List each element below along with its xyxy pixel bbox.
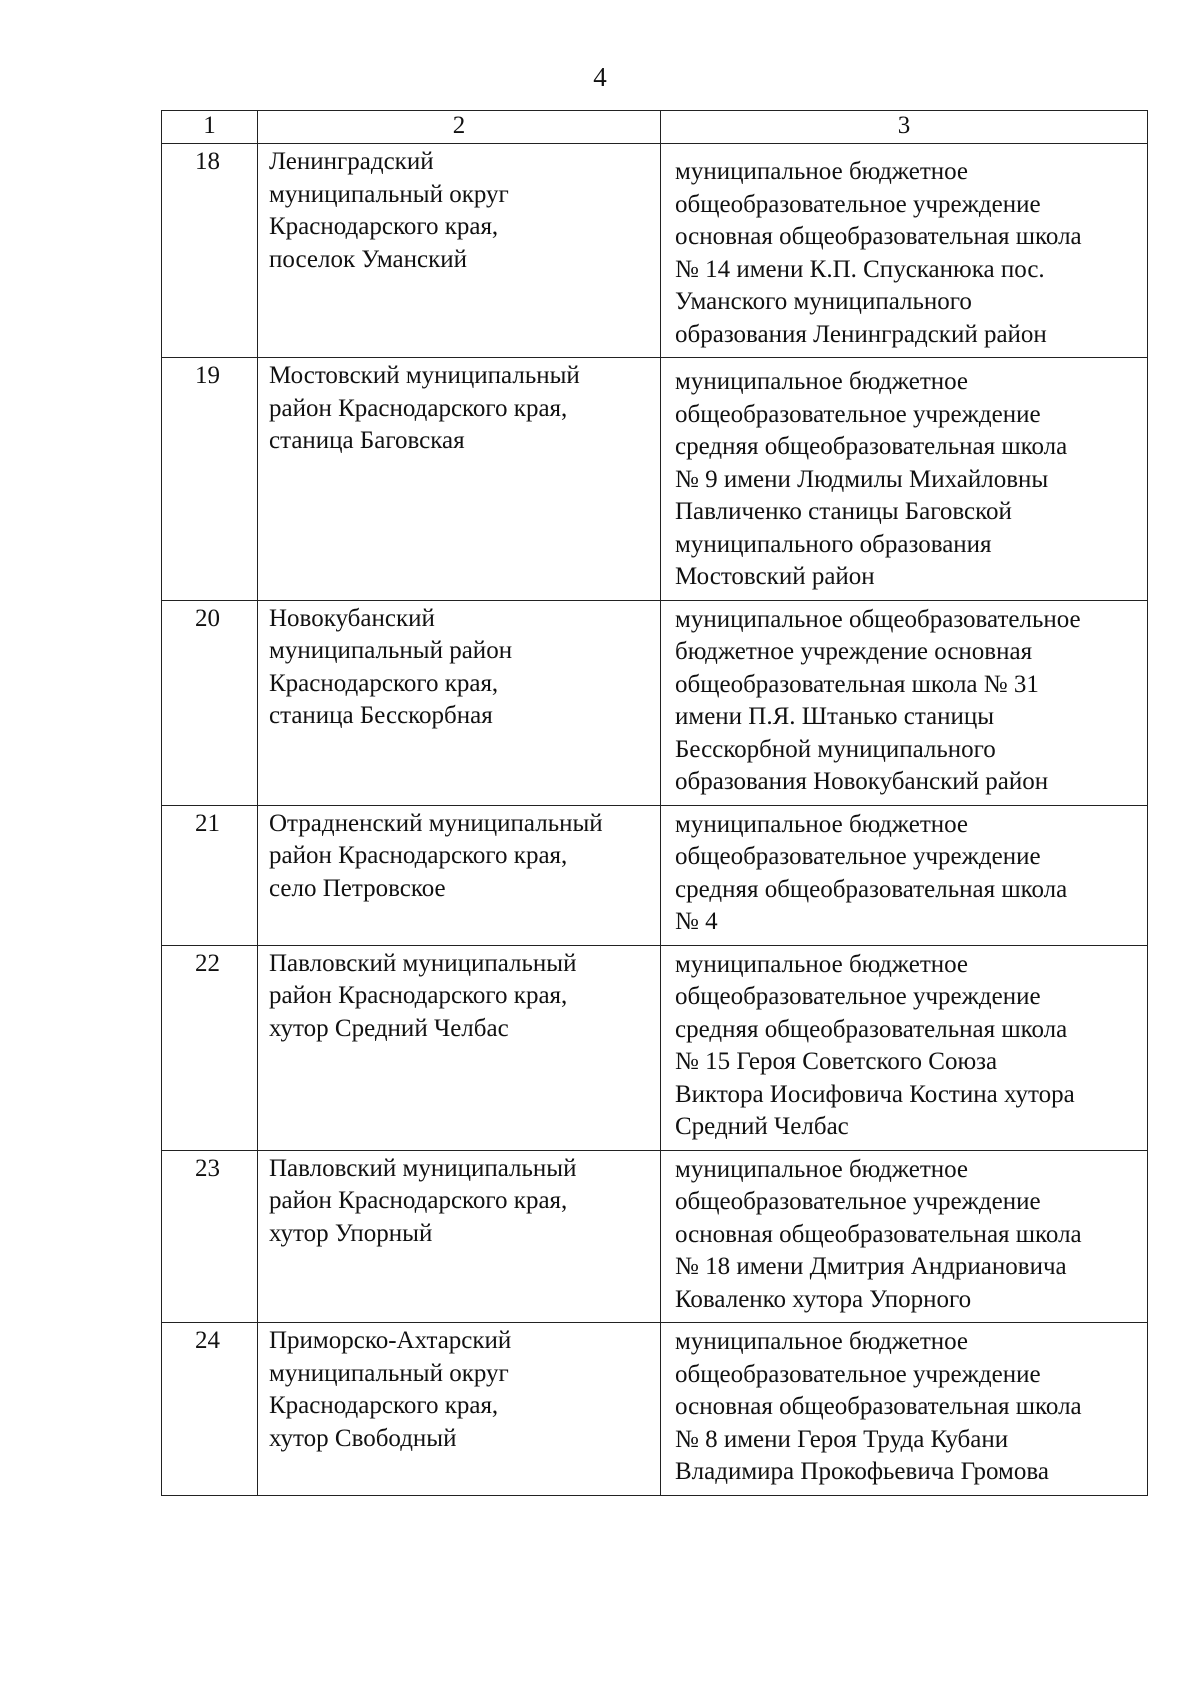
school-line: Павличенко станицы Баговской — [675, 498, 1012, 525]
school-cell — [661, 358, 1148, 601]
municipality-line: район Краснодарского края, — [269, 842, 568, 869]
schools-table — [161, 110, 1148, 1496]
school-line: Владимира Прокофьевича Громова — [675, 1458, 1049, 1485]
school-line: средняя общеобразовательная школа — [675, 433, 1068, 460]
school-cell — [661, 805, 1148, 945]
school-line: имени П.Я. Штанько станицы — [675, 703, 995, 730]
school-line: № 14 имени К.П. Спусканюка пос. — [675, 255, 1045, 283]
municipality-line: Новокубанский — [269, 604, 435, 632]
municipality-line: район Краснодарского края, — [269, 982, 568, 1009]
school-line: общеобразовательное учреждение — [675, 1188, 1041, 1215]
municipality-line: Краснодарского края, — [269, 669, 499, 697]
municipality-cell — [258, 945, 661, 1150]
table-row — [162, 805, 1148, 945]
school-line: № 15 Героя Советского Союза — [675, 1048, 998, 1075]
table-row — [162, 144, 1148, 358]
school-line: Виктора Иосифовича Костина хутора — [675, 1080, 1075, 1108]
municipality-line: Краснодарского края, — [269, 213, 499, 240]
municipality-line: Мостовский муниципальный — [269, 362, 580, 389]
school-line: образования Ленинградский район — [675, 320, 1047, 348]
school-line: Уманского муниципального — [675, 288, 972, 315]
table-row — [162, 358, 1148, 601]
municipality-line: Ленинградский — [269, 148, 434, 175]
municipality-line: район Краснодарского края, — [269, 394, 568, 422]
municipality-line: Отрадненский муниципальный — [269, 809, 603, 837]
municipality-line: хутор Упорный — [269, 1219, 433, 1247]
row-number: 23 — [162, 1150, 258, 1323]
school-line: общеобразовательное учреждение — [675, 400, 1041, 428]
row-number: 20 — [162, 600, 258, 805]
header-col-2: 2 — [258, 111, 661, 144]
school-line: образования Новокубанский район — [675, 768, 1049, 795]
school-line: муниципальное бюджетное — [675, 368, 969, 395]
school-line: общеобразовательное учреждение — [675, 1360, 1041, 1388]
school-cell — [661, 600, 1148, 805]
municipality-line: хутор Свободный — [269, 1424, 457, 1452]
school-cell — [661, 1150, 1148, 1323]
school-cell — [661, 945, 1148, 1150]
municipality-line: хутор Средний Челбас — [269, 1014, 509, 1042]
school-line: Мостовский район — [675, 563, 875, 590]
school-line: бюджетное учреждение основная — [675, 638, 1033, 665]
header-col-1: 1 — [162, 111, 258, 144]
school-line: муниципальное бюджетное — [675, 1155, 969, 1183]
row-number: 18 — [162, 144, 258, 358]
school-line: общеобразовательная школа № 31 — [675, 670, 1039, 698]
municipality-cell — [258, 1150, 661, 1323]
municipality-cell — [258, 144, 661, 358]
table-header-row — [162, 111, 1148, 144]
municipality-line: Павловский муниципальный — [269, 1154, 577, 1182]
municipality-line: район Краснодарского края, — [269, 1187, 568, 1214]
municipality-cell — [258, 1323, 661, 1496]
row-number: 22 — [162, 945, 258, 1150]
school-line: муниципальное бюджетное — [675, 1328, 969, 1355]
school-line: основная общеобразовательная школа — [675, 1220, 1082, 1248]
school-line: средняя общеобразовательная школа — [675, 875, 1068, 903]
school-line: муниципального образования — [675, 530, 992, 558]
school-line: Средний Челбас — [675, 1113, 849, 1140]
row-number: 21 — [162, 805, 258, 945]
school-line: муниципальное общеобразовательное — [675, 605, 1081, 633]
header-col-3: 3 — [661, 111, 1148, 144]
school-line: № 18 имени Дмитрия Андриановича — [675, 1253, 1067, 1280]
school-line: № 9 имени Людмилы Михайловны — [675, 465, 1049, 493]
school-line: № 8 имени Героя Труда Кубани — [675, 1425, 1009, 1453]
school-line: общеобразовательное учреждение — [675, 843, 1041, 870]
municipality-cell — [258, 805, 661, 945]
municipality-line: село Петровское — [269, 874, 446, 902]
municipality-line: Приморско-Ахтарский — [269, 1327, 512, 1354]
school-line: Бесскорбной муниципального — [675, 735, 996, 763]
municipality-cell — [258, 600, 661, 805]
municipality-line: муниципальный округ — [269, 1359, 509, 1387]
row-number: 24 — [162, 1323, 258, 1496]
school-line: муниципальное бюджетное — [675, 950, 969, 978]
municipality-line: станица Баговская — [269, 427, 465, 454]
table-row — [162, 945, 1148, 1150]
municipality-line: муниципальный округ — [269, 180, 509, 208]
municipality-line: Павловский муниципальный — [269, 949, 577, 977]
school-cell — [661, 144, 1148, 358]
school-line: средняя общеобразовательная школа — [675, 1015, 1068, 1043]
table-row — [162, 1323, 1148, 1496]
municipality-cell — [258, 358, 661, 601]
school-line: общеобразовательное учреждение — [675, 983, 1041, 1010]
school-line: муниципальное бюджетное — [675, 810, 969, 838]
school-line: основная общеобразовательная школа — [675, 223, 1082, 250]
school-cell — [661, 1323, 1148, 1496]
school-line: Коваленко хутора Упорного — [675, 1285, 972, 1313]
municipality-line: муниципальный район — [269, 637, 513, 664]
table-row — [162, 600, 1148, 805]
table-row — [162, 1150, 1148, 1323]
school-line: № 4 — [675, 908, 718, 935]
municipality-line: Краснодарского края, — [269, 1392, 499, 1419]
municipality-line: станица Бесскорбная — [269, 702, 493, 729]
school-line: общеобразовательное учреждение — [675, 190, 1041, 218]
school-line: основная общеобразовательная школа — [675, 1393, 1082, 1420]
school-line: муниципальное бюджетное — [675, 158, 969, 185]
municipality-line: поселок Уманский — [269, 245, 467, 273]
page-number: 4 — [593, 62, 607, 92]
row-number: 19 — [162, 358, 258, 601]
